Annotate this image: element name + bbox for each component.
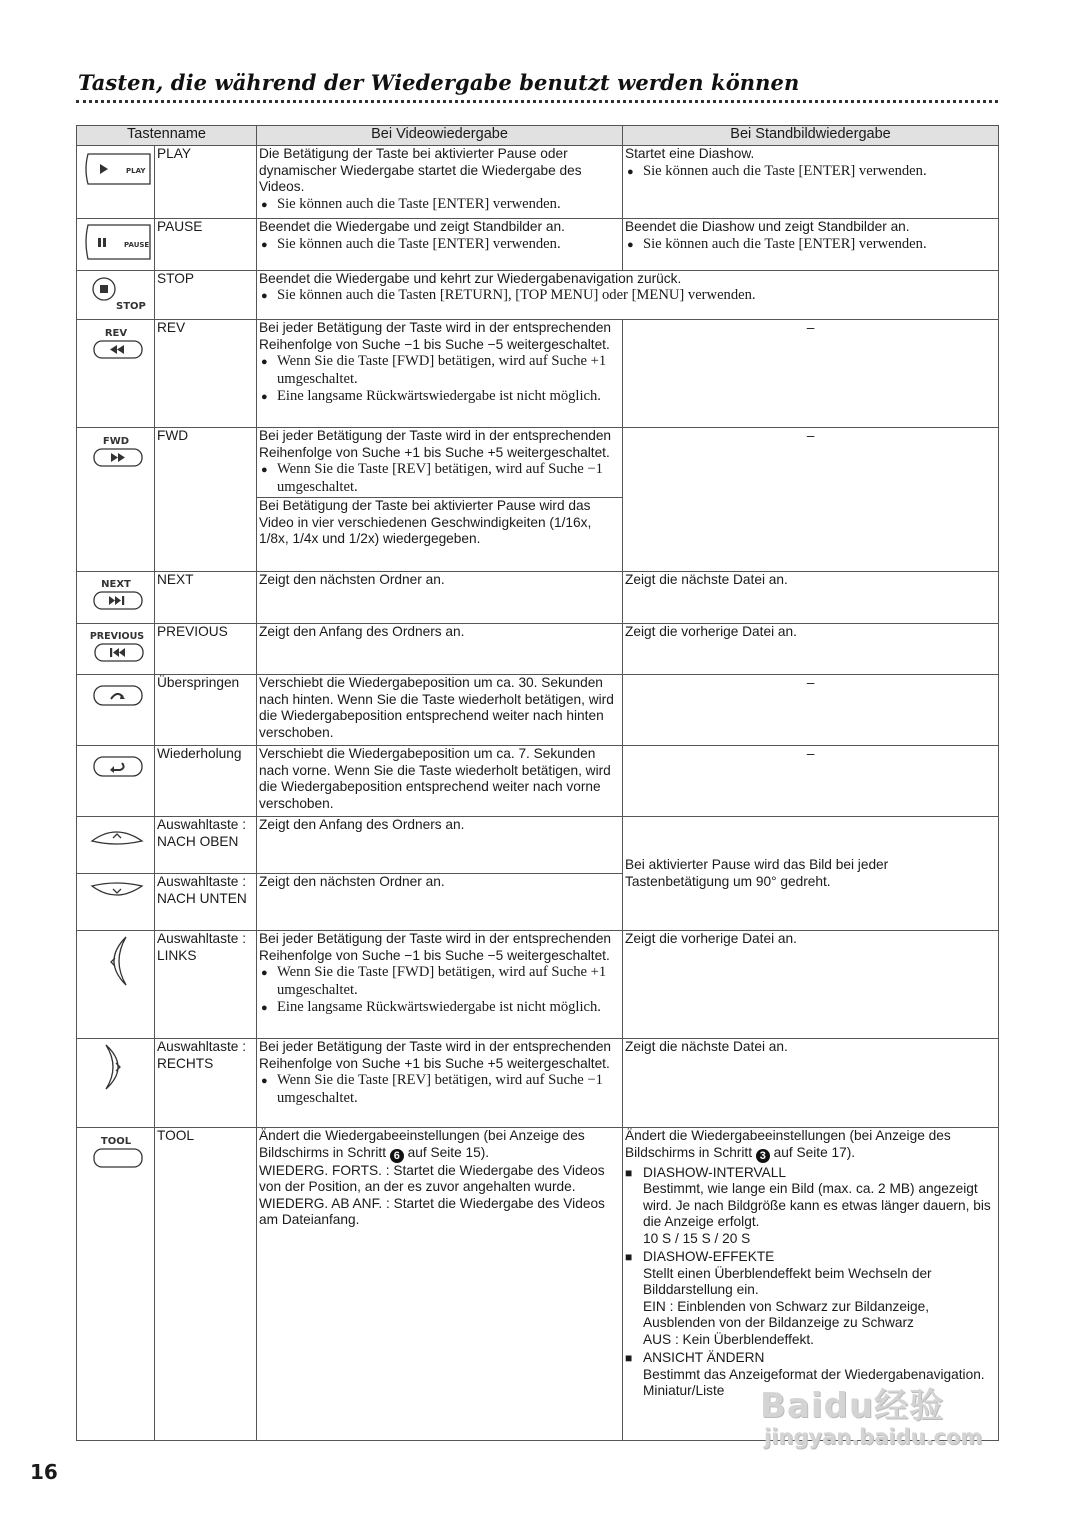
still-cell: Bei aktivierter Pause wird das Bild bei jeder Tastenbetätigung um 90° gedreht. bbox=[623, 817, 999, 931]
skip-button-icon bbox=[77, 675, 155, 746]
tool-button-icon bbox=[77, 1128, 155, 1441]
step-number-icon: 3 bbox=[756, 1149, 770, 1163]
still-cell: – bbox=[623, 675, 999, 746]
video-cell: Verschiebt die Wiedergabeposition um ca. 7. Sekunden nach vorne. Wenn Sie die Taste wiederholt betätigen, wird die Wiedergabeposition entsprechend weiter nach vorne verschoben. bbox=[257, 746, 623, 817]
key-name-line: Auswahltaste : bbox=[157, 874, 247, 889]
pause-button-icon bbox=[77, 219, 155, 271]
tool-icon-label: TOOL bbox=[100, 1136, 131, 1147]
bullet-note: ● Sie können auch die Taste [ENTER] verwenden. bbox=[625, 163, 996, 181]
setting-values: Miniatur/Liste bbox=[643, 1383, 725, 1398]
watermark bbox=[760, 1388, 982, 1450]
watermark-brand: Baidu经验 bbox=[760, 1386, 945, 1426]
still-cell: Zeigt die vorherige Datei an. bbox=[623, 931, 999, 1039]
description: Bei jeder Betätigung der Taste wird in der entsprechenden Reihenfolge von Suche −1 bis Suche −5 weitergeschaltet. bbox=[259, 931, 612, 963]
left-arrow-key-icon bbox=[77, 931, 155, 1039]
bullet-note: ● Eine langsame Rückwärtswiedergabe ist nicht möglich. bbox=[259, 388, 620, 406]
description: Beendet die Diashow und zeigt Standbilder an. bbox=[625, 219, 910, 234]
setting-values: EIN : Einblenden von Schwarz zur Bildanzeige, Ausblenden von der Bildanzeige zu Schwarz bbox=[643, 1298, 930, 1330]
header-key-name: Tastenname bbox=[77, 126, 257, 146]
next-icon-label: NEXT bbox=[100, 579, 131, 590]
rev-button-icon bbox=[77, 320, 155, 428]
bullet-note: ● Wenn Sie die Taste [FWD] betätigen, wird auf Suche +1 umgeschaltet. bbox=[259, 964, 620, 999]
setting-title: ■ ANSICHT ÄNDERN bbox=[625, 1350, 996, 1367]
description-paused: Bei Betätigung der Taste bei aktivierter Pause wird das Video in vier verschiedenen Geschwindigkeiten (1/16x, 1/8x, 1/4x und 1/2x) wiedergegeben. bbox=[257, 497, 622, 548]
key-name: PAUSE bbox=[155, 219, 257, 271]
bullet-note: ● Sie können auch die Taste [ENTER] verwenden. bbox=[625, 236, 996, 254]
table-row bbox=[77, 746, 999, 817]
key-name: PREVIOUS bbox=[155, 623, 257, 675]
video-cell bbox=[257, 931, 623, 1039]
description: Ändert die Wiedergabeeinstellungen (bei Anzeige des Bildschirms in Schritt 3 auf Seite 17). bbox=[625, 1128, 951, 1162]
previous-icon-label: PREVIOUS bbox=[89, 630, 145, 642]
key-name: STOP bbox=[155, 270, 257, 320]
replay-button-icon bbox=[77, 746, 155, 817]
setting-values: AUS : Kein Überblendeffekt. bbox=[643, 1331, 814, 1347]
title-rule bbox=[76, 100, 998, 103]
key-name: Wiederholung bbox=[155, 746, 257, 817]
description: Beendet die Wiedergabe und zeigt Standbilder an. bbox=[259, 219, 565, 234]
header-video: Bei Videowiedergabe bbox=[257, 126, 623, 146]
still-cell: – bbox=[623, 428, 999, 572]
key-name bbox=[155, 874, 257, 931]
video-cell bbox=[257, 1039, 623, 1128]
video-cell: Zeigt den nächsten Ordner an. bbox=[257, 874, 623, 931]
page-number: 16 bbox=[30, 1460, 58, 1484]
video-cell bbox=[257, 320, 623, 428]
table-row bbox=[77, 320, 999, 428]
table-row bbox=[77, 428, 999, 572]
bullet-note: ● Sie können auch die Taste [ENTER] verwenden. bbox=[259, 236, 620, 254]
key-name-line: Auswahltaste : bbox=[157, 1039, 247, 1054]
bullet-note: ● Sie können auch die Taste [ENTER] verwenden. bbox=[259, 196, 620, 214]
table-row bbox=[77, 270, 999, 320]
table-row bbox=[77, 572, 999, 624]
option-from-start: WIEDERG. AB ANF. : Startet die Wiedergabe des Videos am Dateianfang. bbox=[259, 1195, 605, 1227]
setting-title: ■ DIASHOW-EFFEKTE bbox=[625, 1249, 996, 1266]
video-cell: Verschiebt die Wiedergabeposition um ca. 30. Sekunden nach hinten. Wenn Sie die Taste wiederholt betätigen, wird die Wiedergabeposition entsprechend weiter nach hinten verschoben. bbox=[257, 675, 623, 746]
video-cell bbox=[257, 428, 623, 572]
key-name-line: Auswahltaste : bbox=[157, 931, 247, 946]
bullet-note: ● Wenn Sie die Taste [REV] betätigen, wird auf Suche −1 umgeschaltet. bbox=[259, 1072, 620, 1107]
fwd-icon-label: FWD bbox=[102, 436, 129, 447]
still-cell bbox=[623, 146, 999, 219]
setting-title: ■ DIASHOW-INTERVALL bbox=[625, 1165, 996, 1182]
still-cell: – bbox=[623, 320, 999, 428]
table-row bbox=[77, 219, 999, 271]
video-cell bbox=[257, 146, 623, 219]
key-name: PLAY bbox=[155, 146, 257, 219]
step-number-icon: 6 bbox=[390, 1149, 404, 1163]
description: Bei jeder Betätigung der Taste wird in der entsprechenden Reihenfolge von Suche −1 bis Suche −5 weitergeschaltet. bbox=[259, 320, 612, 352]
rev-icon-label: REV bbox=[104, 328, 127, 339]
right-arrow-key-icon bbox=[77, 1039, 155, 1128]
key-name-line: LINKS bbox=[157, 947, 197, 963]
key-name bbox=[155, 817, 257, 874]
bullet-note: ● Sie können auch die Tasten [RETURN], [TOP MENU] oder [MENU] verwenden. bbox=[259, 287, 996, 305]
description: Bei jeder Betätigung der Taste wird in der entsprechenden Reihenfolge von Suche +1 bis Suche +5 weitergeschaltet. bbox=[259, 1039, 612, 1071]
bullet-note: ● Wenn Sie die Taste [FWD] betätigen, wird auf Suche +1 umgeschaltet. bbox=[259, 353, 620, 388]
setting-description: Stellt einen Überblendeffekt beim Wechseln der Bilddarstellung ein. bbox=[643, 1265, 932, 1297]
watermark-url: jingyan.baidu.com bbox=[764, 1425, 983, 1449]
key-name: NEXT bbox=[155, 572, 257, 624]
video-cell bbox=[257, 1128, 623, 1441]
setting-values: 10 S / 15 S / 20 S bbox=[643, 1230, 751, 1246]
still-cell: Zeigt die nächste Datei an. bbox=[623, 572, 999, 624]
description: Beendet die Wiedergabe und kehrt zur Wiedergabenavigation zurück. bbox=[259, 270, 682, 286]
next-button-icon bbox=[77, 572, 155, 624]
key-name: Überspringen bbox=[155, 675, 257, 746]
video-cell: Zeigt den nächsten Ordner an. bbox=[257, 572, 623, 624]
key-name-line: Auswahltaste : bbox=[157, 817, 247, 832]
previous-button-icon bbox=[77, 623, 155, 675]
setting-description: Bestimmt das Anzeigeformat der Wiedergabenavigation. bbox=[643, 1366, 985, 1382]
page-title: Tasten, die während der Wiedergabe benutzt werden können bbox=[78, 70, 800, 95]
table-row bbox=[77, 931, 999, 1039]
down-arrow-key-icon bbox=[77, 874, 155, 931]
description: Ändert die Wiedergabeeinstellungen (bei Anzeige des Bildschirms in Schritt 6 auf Seite 15). bbox=[259, 1128, 585, 1162]
stop-button-icon bbox=[77, 270, 155, 320]
up-arrow-key-icon bbox=[77, 817, 155, 874]
setting-description: Bestimmt, wie lange ein Bild (max. ca. 2 MB) angezeigt wird. Je nach Bildgröße kann es etwas länger dauern, bis die Anzeige erfolgt. bbox=[643, 1181, 991, 1229]
key-function-table bbox=[76, 125, 999, 1441]
key-name: FWD bbox=[155, 428, 257, 572]
option-resume: WIEDERG. FORTS. : Startet die Wiedergabe des Videos von der Position, an der es zuvor angehalten wurde. bbox=[259, 1162, 605, 1194]
still-cell: Zeigt die vorherige Datei an. bbox=[623, 623, 999, 675]
key-name: TOOL bbox=[155, 1128, 257, 1441]
table-row bbox=[77, 817, 999, 874]
key-name-line: NACH UNTEN bbox=[157, 890, 247, 906]
key-name-line: RECHTS bbox=[157, 1055, 214, 1071]
table-row bbox=[77, 1039, 999, 1128]
description: Startet eine Diashow. bbox=[625, 146, 755, 161]
pause-icon-label: PAUSE bbox=[123, 241, 149, 249]
video-cell bbox=[257, 219, 623, 271]
combined-cell bbox=[257, 270, 999, 320]
still-cell: Zeigt die nächste Datei an. bbox=[623, 1039, 999, 1128]
still-cell bbox=[623, 219, 999, 271]
key-name: REV bbox=[155, 320, 257, 428]
table-row bbox=[77, 623, 999, 675]
fwd-button-icon bbox=[77, 428, 155, 572]
table-header bbox=[77, 126, 999, 146]
stop-icon-label: STOP bbox=[115, 300, 146, 312]
table-row bbox=[77, 675, 999, 746]
table-row bbox=[77, 146, 999, 219]
still-cell: – bbox=[623, 746, 999, 817]
video-cell: Zeigt den Anfang des Ordners an. bbox=[257, 623, 623, 675]
play-icon-label: PLAY bbox=[125, 167, 145, 175]
header-still: Bei Standbildwiedergabe bbox=[623, 126, 999, 146]
description: Die Betätigung der Taste bei aktivierter Pause oder dynamischer Wiedergabe startet die Wiedergabe des Videos. bbox=[259, 146, 582, 194]
key-name-line: NACH OBEN bbox=[157, 833, 239, 849]
key-name bbox=[155, 1039, 257, 1128]
description: Bei jeder Betätigung der Taste wird in der entsprechenden Reihenfolge von Suche +1 bis Suche +5 weitergeschaltet. bbox=[259, 428, 612, 460]
play-button-icon bbox=[77, 146, 155, 219]
key-name bbox=[155, 931, 257, 1039]
bullet-note: ● Eine langsame Rückwärtswiedergabe ist nicht möglich. bbox=[259, 999, 620, 1017]
video-cell: Zeigt den Anfang des Ordners an. bbox=[257, 817, 623, 874]
bullet-note: ● Wenn Sie die Taste [REV] betätigen, wird auf Suche −1 umgeschaltet. bbox=[259, 461, 620, 496]
